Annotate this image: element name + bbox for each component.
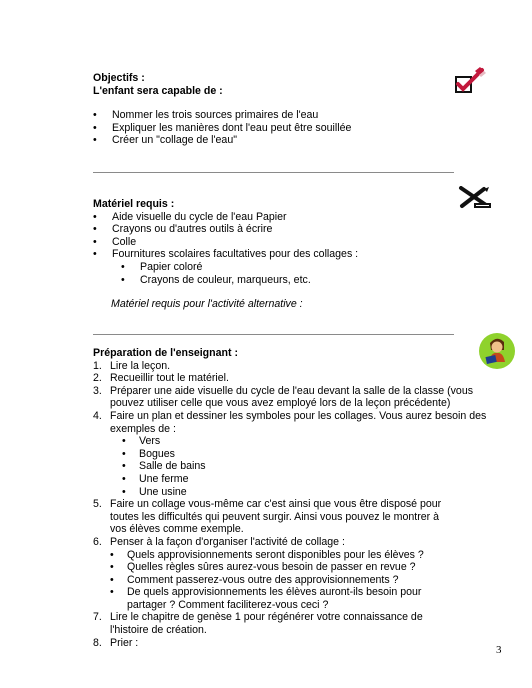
list-item: • Nommer les trois sources primaires de l'eau (93, 109, 351, 122)
materials-heading: Matériel requis : (93, 198, 175, 210)
list-item: 5. Faire un collage vous-même car c'est ainsi que vous être disposé pour toutes les difficultés qui peuvent surgir. Ainsi vous pouvez le montrer à vos élèves comme exemple. (93, 498, 442, 536)
objectives-subheading: L'enfant sera capable de : (93, 84, 223, 97)
list-item: • Comment passerez-vous outre des approvisionnements ? (110, 574, 493, 587)
list-item: 8. Prier : (93, 636, 139, 649)
list-item: • Papier coloré (121, 261, 473, 274)
list-item: • Colle (93, 236, 473, 249)
list-item: • Fournitures scolaires facultatives pour des collages : (93, 248, 473, 261)
list-item: 6. Penser à la façon d'organiser l'activité de collage : • Quels approvisionnements seront disponibles pour les élèves ? • Quelles règles sûres aurez-vous besoin de passer en revue ? • Comment passerez-vous outre des approvisionnements ? • De quels approvisionnements les élèves auront-ils besoin pour partager ? Comment faciliterez-vous ceci ? (93, 536, 493, 612)
list-item: • Une usine (122, 486, 493, 499)
objectives-list (93, 109, 351, 147)
list-item: • Crayons de couleur, marqueurs, etc. (121, 274, 473, 287)
list-item: • Vers (122, 435, 493, 448)
list-item: • Bogues (122, 448, 493, 461)
section-divider (93, 172, 454, 173)
list-item: 1. Lire la leçon. (93, 359, 171, 372)
list-item: • Aide visuelle du cycle de l'eau Papier (93, 211, 473, 224)
objectives-section (93, 72, 351, 147)
teacher-reading-icon (478, 332, 516, 370)
list-item: • De quels approvisionnements les élèves auront-ils besoin pour partager ? Comment faciliterez-vous ceci ? (110, 586, 493, 611)
list-item: • Créer un "collage de l'eau" (93, 134, 351, 147)
alternative-materials-label: Matériel requis pour l'activité alternative : (111, 298, 303, 311)
list-item: 3. Préparer une aide visuelle du cycle de l'eau devant la salle de la classe (vous pouvez utiliser celle que vous avez employé lors de la leçon précédente) (93, 384, 474, 410)
materials-sublist (121, 261, 473, 286)
list-item: • Expliquer les manières dont l'eau peut être souillée (93, 122, 351, 135)
item6-sublist (110, 549, 493, 612)
list-item: • Quelles règles sûres aurez-vous besoin de passer en revue ? (110, 561, 493, 574)
list-item: • Crayons ou d'autres outils à écrire (93, 223, 473, 236)
list-item: 7. Lire le chapitre de genèse 1 pour régénérer votre connaissance de l'histoire de création. (93, 611, 423, 637)
list-item: • Quels approvisionnements seront disponibles pour les élèves ? (110, 549, 493, 562)
list-item: • Une ferme (122, 473, 493, 486)
objectives-heading: Objectifs : (93, 72, 145, 84)
preparation-heading: Préparation de l'enseignant : (93, 347, 238, 359)
list-item: 4. Faire un plan et dessiner les symboles pour les collages. Vous aurez besoin des exemples de : • Vers • Bogues • Salle de bains • Une ferme • Une usine (93, 410, 493, 498)
preparation-section (93, 347, 493, 649)
list-item: • Salle de bains (122, 460, 493, 473)
list-item: 2. Recueillir tout le matériel. (93, 372, 229, 385)
crossed-pencil-ruler-icon (458, 186, 492, 210)
section-divider (93, 334, 454, 335)
checkbox-pencil-icon (453, 66, 487, 96)
preparation-list (93, 360, 493, 650)
page-number: 3 (496, 644, 502, 656)
item4-sublist (122, 435, 493, 498)
materials-section (93, 198, 473, 311)
materials-list (93, 211, 473, 261)
